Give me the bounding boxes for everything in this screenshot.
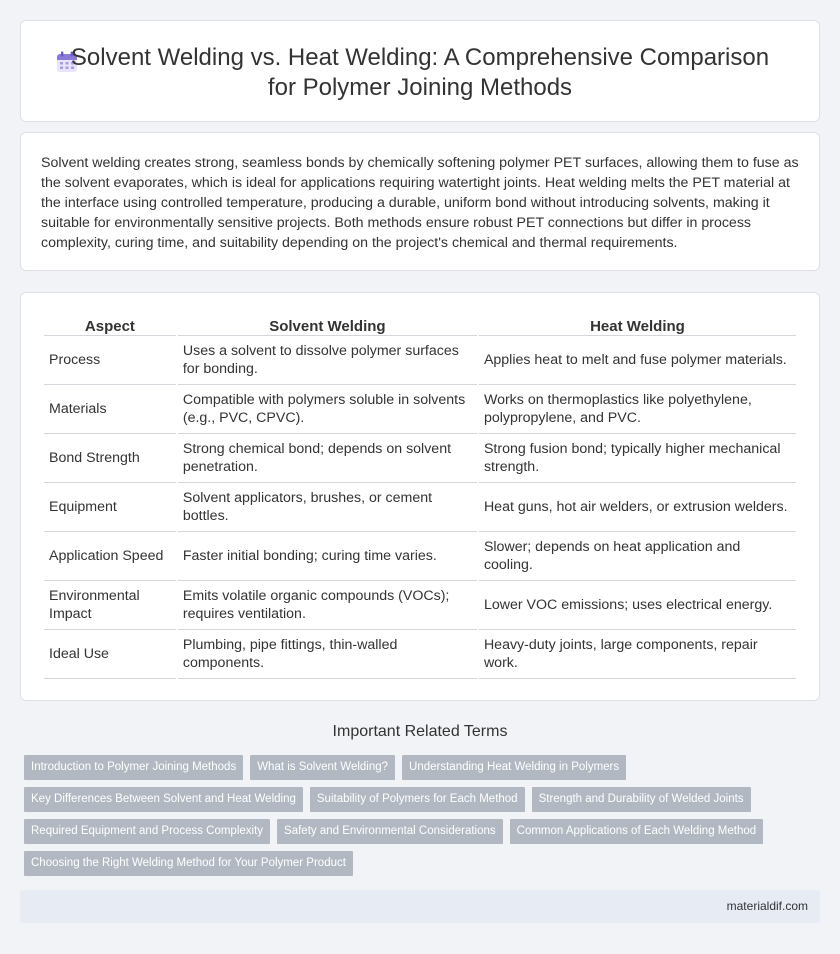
table-row xyxy=(44,336,796,385)
related-term-link[interactable]: Key Differences Between Solvent and Heat Welding xyxy=(24,787,303,812)
title-card xyxy=(20,20,820,122)
table-cell: Compatible with polymers soluble in solvents (e.g., PVC, CPVC). xyxy=(178,385,477,434)
table-cell: Uses a solvent to dissolve polymer surfaces for bonding. xyxy=(178,336,477,385)
table-cell: Applies heat to melt and fuse polymer materials. xyxy=(479,336,796,385)
table-cell: Works on thermoplastics like polyethylene, polypropylene, and PVC. xyxy=(479,385,796,434)
related-terms-title: Important Related Terms xyxy=(332,723,508,740)
tag-row xyxy=(24,819,824,844)
table-row xyxy=(44,483,796,532)
table-header: Heat Welding xyxy=(479,317,796,336)
table-row xyxy=(44,630,796,679)
table-header: Solvent Welding xyxy=(178,317,477,336)
table-cell: Heat guns, hot air welders, or extrusion welders. xyxy=(479,483,796,532)
table-cell: Strong fusion bond; typically higher mechanical strength. xyxy=(479,434,796,483)
table-row xyxy=(44,532,796,581)
intro-paragraph: Solvent welding creates strong, seamless bonds by chemically softening polymer PET surfaces, allowing them to fuse as the solvent evaporates, which is ideal for applications requiring watertight joints. Heat welding melts the PET material at the interface using controlled temperature, producing a durable, uniform bond without introducing solvents, making it suitable for environmentally sensitive projects. Both methods ensure robust PET connections but differ in process complexity, curing time, and suitability depending on the project's chemical and thermal requirements. xyxy=(41,155,799,251)
table-cell: Heavy-duty joints, large components, repair work. xyxy=(479,630,796,679)
tag-row xyxy=(24,851,824,876)
intro-card xyxy=(20,132,820,271)
table-cell: Slower; depends on heat application and cooling. xyxy=(479,532,796,581)
table-cell: Faster initial bonding; curing time varies. xyxy=(178,532,477,581)
comparison-card xyxy=(20,292,820,701)
related-term-link[interactable]: Strength and Durability of Welded Joints xyxy=(532,787,751,812)
related-term-link[interactable]: Safety and Environmental Considerations xyxy=(277,819,503,844)
table-row xyxy=(44,581,796,630)
table-cell: Process xyxy=(44,336,176,385)
comparison-table xyxy=(42,317,798,679)
table-cell: Environmental Impact xyxy=(44,581,176,630)
table-cell: Lower VOC emissions; uses electrical energy. xyxy=(479,581,796,630)
table-cell: Equipment xyxy=(44,483,176,532)
table-cell: Plumbing, pipe fittings, thin-walled components. xyxy=(178,630,477,679)
table-row xyxy=(44,434,796,483)
table-cell: Materials xyxy=(44,385,176,434)
related-terms xyxy=(24,755,824,883)
tag-row xyxy=(24,755,824,780)
related-term-link[interactable]: Choosing the Right Welding Method for Your Polymer Product xyxy=(24,851,353,876)
table-cell: Solvent applicators, brushes, or cement bottles. xyxy=(178,483,477,532)
table-header: Aspect xyxy=(44,317,176,336)
table-cell: Ideal Use xyxy=(44,630,176,679)
table-row xyxy=(44,385,796,434)
footer-site-link[interactable]: materialdif.com xyxy=(726,899,808,913)
page-title: Solvent Welding vs. Heat Welding: A Comprehensive Comparison for Polymer Joining Methods xyxy=(70,44,770,101)
table-cell: Emits volatile organic compounds (VOCs); requires ventilation. xyxy=(178,581,477,630)
related-term-link[interactable]: Required Equipment and Process Complexity xyxy=(24,819,270,844)
table-cell: Strong chemical bond; depends on solvent penetration. xyxy=(178,434,477,483)
related-term-link[interactable]: Suitability of Polymers for Each Method xyxy=(310,787,525,812)
related-term-link[interactable]: Understanding Heat Welding in Polymers xyxy=(402,755,626,780)
related-term-link[interactable]: Introduction to Polymer Joining Methods xyxy=(24,755,243,780)
related-term-link[interactable]: Common Applications of Each Welding Method xyxy=(510,819,764,844)
related-term-link[interactable]: What is Solvent Welding? xyxy=(250,755,395,780)
table-header-row xyxy=(44,317,796,336)
table-cell: Bond Strength xyxy=(44,434,176,483)
tag-row xyxy=(24,787,824,812)
footer xyxy=(20,890,820,923)
table-cell: Application Speed xyxy=(44,532,176,581)
